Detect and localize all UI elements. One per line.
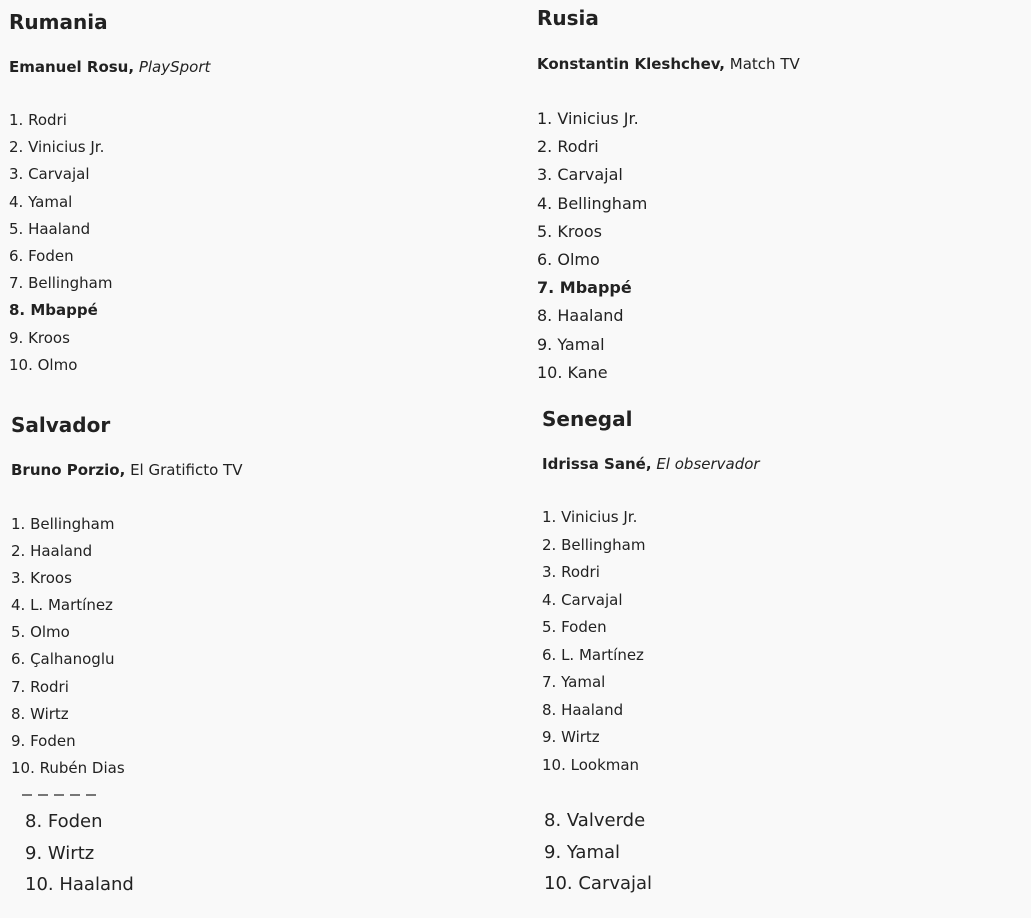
list-item: 7. Bellingham: [9, 274, 113, 293]
list-item: 10. Rubén Dias: [11, 758, 125, 777]
list-item: 3. Carvajal: [537, 165, 623, 185]
list-item: 3. Carvajal: [9, 165, 90, 184]
list-item: 4. Yamal: [9, 192, 73, 211]
list-item: 1. Bellingham: [11, 515, 115, 533]
ranking-list: [537, 105, 1017, 387]
ranking-list: [11, 511, 491, 782]
list-item: 2. Rodri: [537, 137, 599, 157]
list-item: 9. Kroos: [9, 328, 70, 347]
list-item: 5. Haaland: [9, 219, 91, 238]
list-item: 8. Foden: [25, 811, 103, 832]
list-item: 5. Kroos: [537, 221, 602, 241]
list-item: 10. Carvajal: [544, 873, 653, 894]
section-rusia: [537, 6, 1017, 387]
list-item: 2. Vinicius Jr.: [9, 138, 105, 157]
country-heading: Rusia: [537, 6, 599, 30]
journalist-credit: [9, 57, 489, 77]
list-item: 1. Rodri: [9, 111, 67, 129]
list-item: 10. Kane: [537, 362, 608, 382]
list-item: 4. Carvajal: [542, 590, 623, 609]
list-item: 5. Foden: [542, 618, 607, 636]
section-senegal: [542, 407, 1022, 779]
list-item: 8. Wirtz: [11, 704, 69, 723]
list-item: 2. Bellingham: [542, 535, 646, 554]
list-item: 8. Mbappé: [9, 301, 98, 320]
journalist-credit: [537, 54, 1017, 74]
country-heading: Rumania: [9, 10, 108, 34]
list-item: 7. Rodri: [11, 677, 69, 696]
list-item: 8. Valverde: [544, 810, 646, 831]
country-heading: Salvador: [11, 413, 111, 437]
journalist-name: Emanuel Rosu,: [9, 58, 135, 76]
lower-right-list: [544, 805, 652, 900]
cropped-text-fragment: [22, 794, 107, 799]
country-heading: Senegal: [542, 407, 633, 431]
lower-left-list: [25, 806, 134, 901]
list-item: 4. Bellingham: [537, 193, 648, 213]
section-salvador: [11, 413, 491, 782]
list-item: 6. L. Martínez: [542, 645, 644, 664]
list-item: 9. Wirtz: [542, 728, 600, 746]
journalist-name: Idrissa Sané,: [542, 455, 652, 473]
list-item: 3. Rodri: [542, 563, 600, 581]
outlet-name: El observador: [656, 455, 760, 473]
list-item: 7. Mbappé: [537, 278, 632, 298]
journalist-name: Konstantin Kleshchev,: [537, 55, 725, 73]
section-rumania: [9, 10, 489, 379]
list-item: 6. Olmo: [537, 249, 600, 269]
list-item: 6. Çalhanoglu: [11, 650, 115, 669]
outlet-name: Match TV: [729, 55, 800, 73]
list-item: 1. Vinicius Jr.: [537, 109, 639, 128]
ranking-list: [542, 504, 1022, 779]
list-item: 9. Yamal: [544, 841, 621, 863]
list-item: 9. Wirtz: [25, 842, 95, 864]
list-item: 6. Foden: [9, 246, 74, 265]
list-item: 3. Kroos: [11, 569, 72, 588]
list-item: 8. Haaland: [542, 700, 624, 719]
journalist-name: Bruno Porzio,: [11, 461, 126, 479]
list-item: 2. Haaland: [11, 542, 93, 561]
list-item: 10. Haaland: [25, 874, 134, 895]
list-item: 9. Yamal: [537, 334, 605, 354]
journalist-credit: [11, 460, 491, 480]
list-item: 9. Foden: [11, 731, 76, 750]
list-item: 8. Haaland: [537, 306, 624, 326]
list-item: 4. L. Martínez: [11, 596, 113, 615]
outlet-name: PlaySport: [138, 58, 211, 76]
list-item: 10. Lookman: [542, 755, 640, 774]
outlet-name: El Gratificto TV: [130, 461, 243, 479]
journalist-credit: [542, 454, 1022, 474]
ranking-list: [9, 107, 489, 379]
list-item: 7. Yamal: [542, 673, 606, 691]
list-item: 1. Vinicius Jr.: [542, 508, 638, 526]
list-item: 10. Olmo: [9, 355, 78, 374]
list-item: 5. Olmo: [11, 623, 70, 642]
